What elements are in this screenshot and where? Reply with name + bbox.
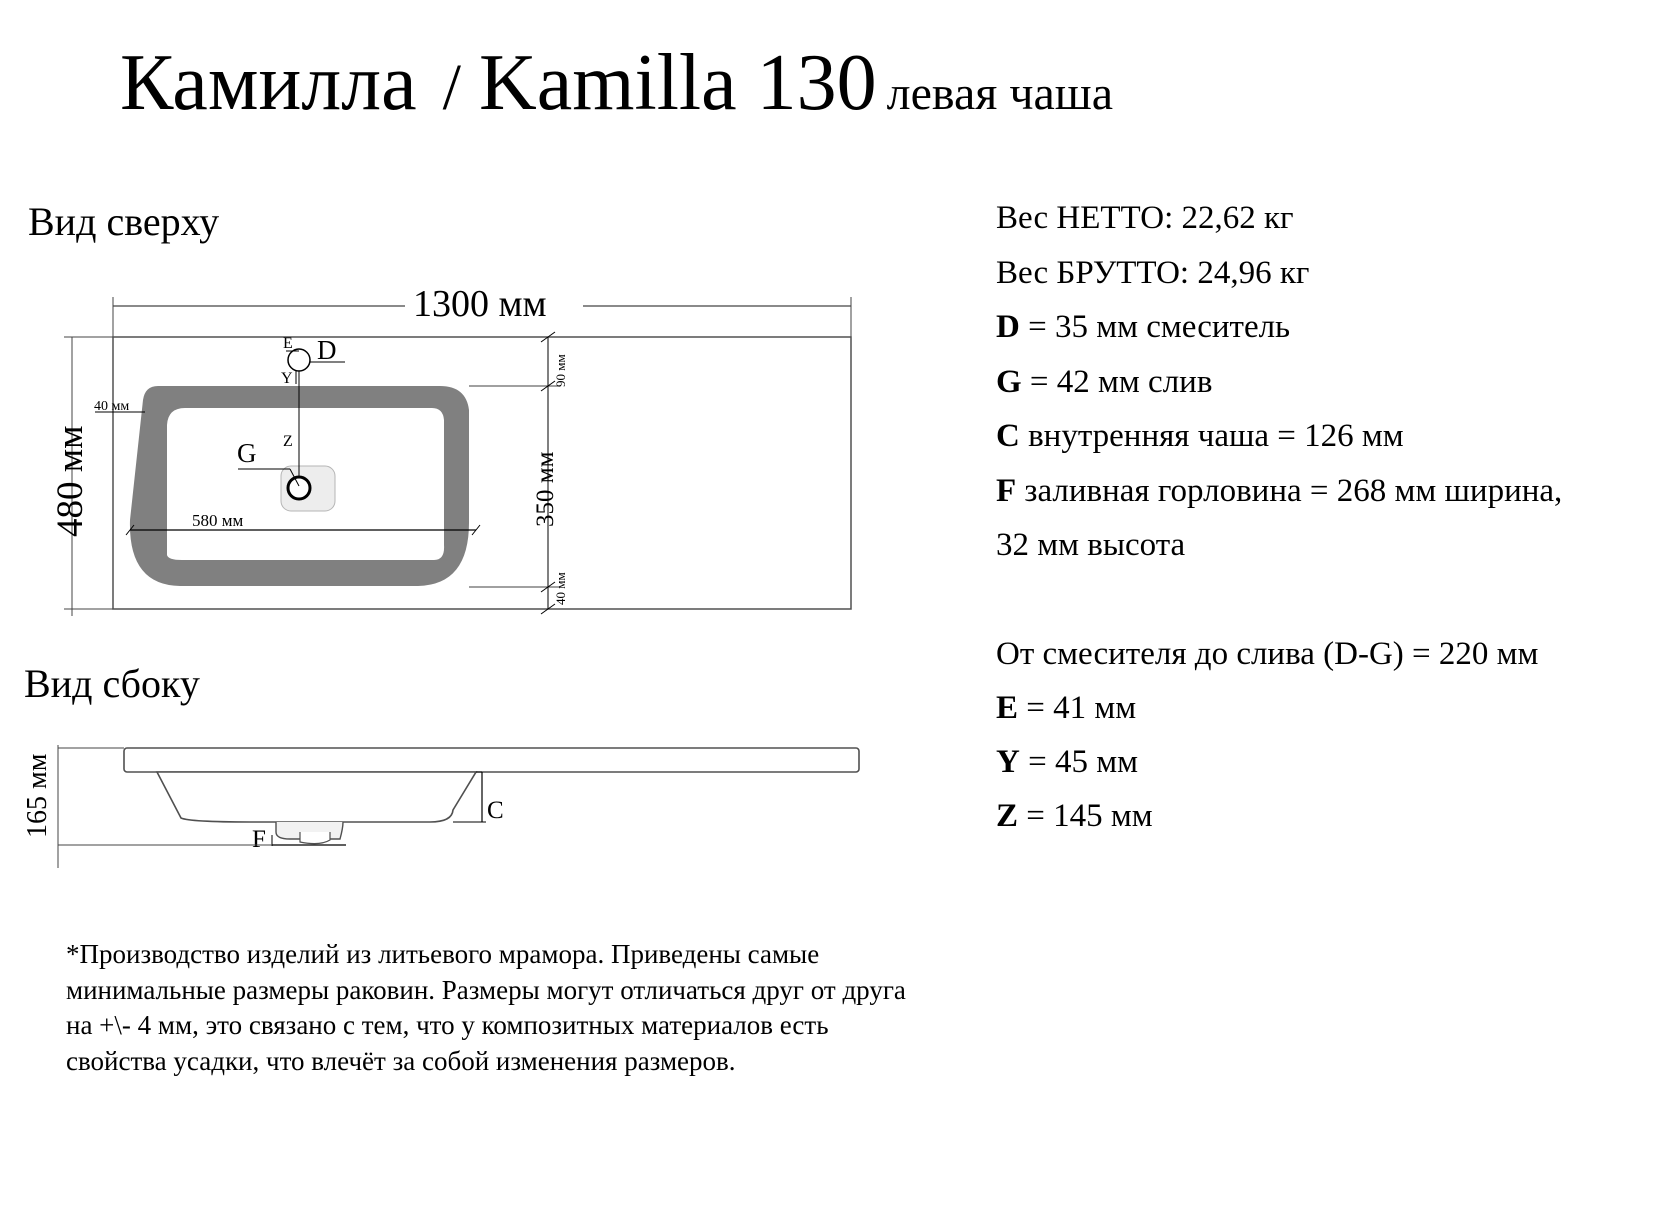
side-view-heading: Вид сбоку — [24, 661, 200, 706]
label-z: Z — [283, 433, 293, 450]
front-offset-label: 90 мм — [553, 354, 568, 387]
height-dim-label: 165 мм — [22, 753, 53, 838]
side-offset-label: 40 мм — [94, 399, 130, 414]
title-slash: / — [442, 51, 461, 124]
spec-f-value: заливная горловина = 268 мм ширина, — [1016, 473, 1563, 509]
spec-netto: Вес НЕТТО: 22,62 кг — [996, 200, 1294, 236]
faucet-hole — [288, 349, 310, 371]
spec-e-value: = 41 мм — [1018, 690, 1137, 726]
spec-g-key: G — [996, 364, 1022, 400]
side-slab — [124, 748, 859, 772]
side-drain-neck — [300, 832, 330, 844]
spec-y-key: Y — [996, 744, 1020, 780]
top-view-heading: Вид сверху — [28, 199, 220, 244]
spec-e-key: E — [996, 690, 1019, 726]
footnote: *Производство изделий из литьевого мрамора. Приведены самые минимальные размеры раковин. Размеры могут отличаться друг от друга на +\- 4 мм, это связано с тем, что у композитных материалов есть свойства усадки, что влечёт за собой изменения размеров. — [66, 939, 906, 1076]
spec-f — [996, 473, 1562, 510]
basin-depth-label: 350 мм — [532, 451, 559, 527]
title-ru: Камилла — [120, 39, 417, 127]
drain-hole — [288, 477, 310, 499]
depth-dim-label: 480 мм — [50, 425, 91, 537]
spec-c-key: C — [996, 418, 1020, 454]
spec-c — [996, 418, 1404, 455]
basin-width-label: 580 мм — [192, 511, 244, 530]
title-en: Kamilla 130 — [478, 39, 877, 127]
spec-e — [996, 690, 1136, 727]
label-c: C — [487, 797, 504, 824]
spec-f-cont: 32 мм высота — [996, 527, 1186, 563]
label-g: G — [237, 438, 257, 468]
spec-d-value: = 35 мм смеситель — [1019, 309, 1291, 345]
spec-z-key: Z — [996, 798, 1019, 834]
label-f: F — [252, 826, 266, 853]
spec-y-value: = 45 мм — [1019, 744, 1138, 780]
spec-y — [996, 744, 1138, 781]
spec-g — [996, 364, 1212, 401]
spec-d-key: D — [996, 309, 1020, 345]
spec-dg: От смесителя до слива (D-G) = 220 мм — [996, 636, 1539, 672]
side-basin — [157, 772, 476, 822]
spec-f-key: F — [996, 473, 1017, 509]
spec-c-value: внутренняя чаша = 126 мм — [1019, 418, 1404, 454]
spec-brutto: Вес БРУТТО: 24,96 кг — [996, 255, 1310, 291]
back-offset-label: 40 мм — [553, 572, 568, 605]
label-e: E — [283, 335, 293, 352]
spec-d — [996, 309, 1290, 346]
title-sub: левая чаша — [886, 67, 1114, 120]
spec-z — [996, 798, 1153, 835]
width-dim-label: 1300 мм — [413, 283, 547, 325]
spec-z-value: = 145 мм — [1018, 798, 1153, 834]
label-d: D — [317, 335, 337, 365]
spec-g-value: = 42 мм слив — [1021, 364, 1213, 400]
label-y: Y — [281, 370, 293, 387]
